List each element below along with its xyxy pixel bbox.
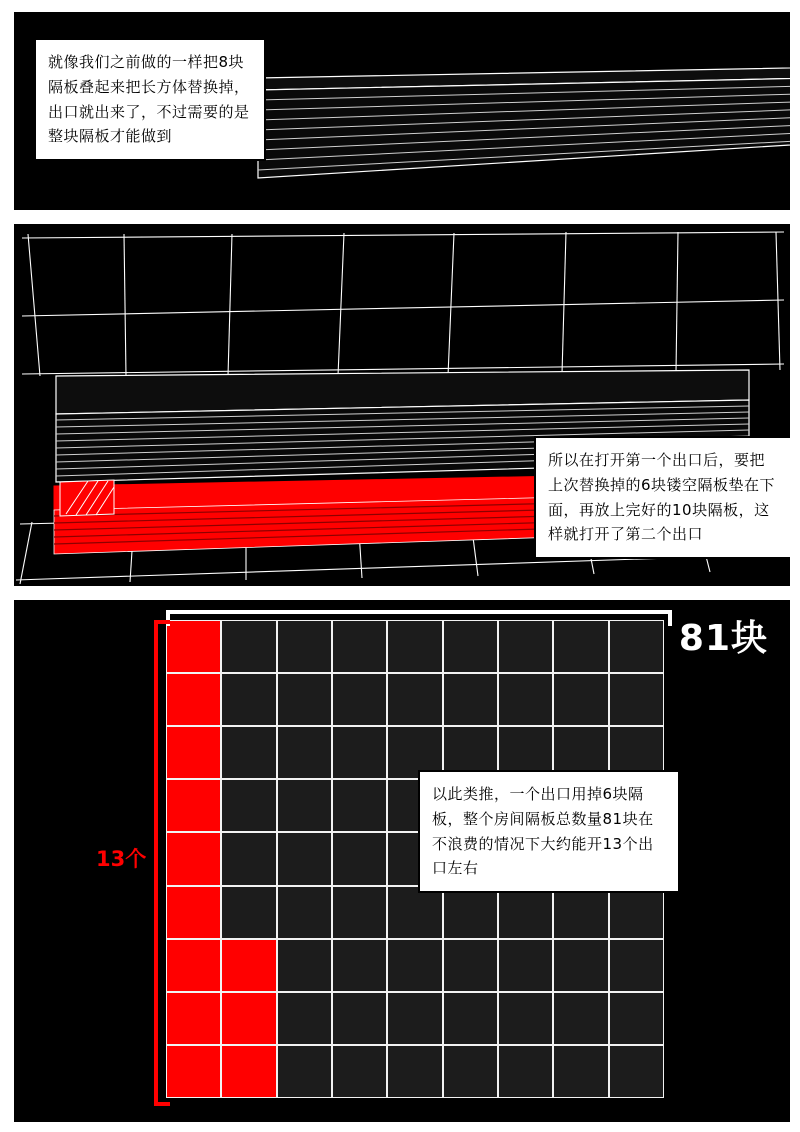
grid-cell bbox=[498, 886, 553, 939]
grid-cell bbox=[221, 726, 276, 779]
grid-cell-used bbox=[166, 726, 221, 779]
caption-panel-1: 就像我们之前做的一样把8块隔板叠起来把长方体替换掉，出口就出来了，不过需要的是整块隔板才能做到 bbox=[34, 38, 266, 161]
caption-panel-3: 以此类推，一个出口用掉6块隔板，整个房间隔板总数量81块在不浪费的情况下大约能开13个出口左右 bbox=[418, 770, 680, 893]
grid-cell bbox=[443, 886, 498, 939]
grid-cell-used bbox=[166, 992, 221, 1045]
grid-cell bbox=[609, 886, 664, 939]
grid-cell-used bbox=[166, 1045, 221, 1098]
grid-cell bbox=[498, 1045, 553, 1098]
grid-cell bbox=[277, 992, 332, 1045]
bracket-left bbox=[154, 620, 170, 1106]
grid-cell-used bbox=[221, 1045, 276, 1098]
grid-cell bbox=[277, 939, 332, 992]
grid-cell bbox=[553, 939, 608, 992]
grid-cell bbox=[277, 673, 332, 726]
grid-cell bbox=[332, 886, 387, 939]
grid-cell bbox=[221, 832, 276, 885]
grid-cell bbox=[332, 939, 387, 992]
grid-cell bbox=[387, 1045, 442, 1098]
grid-cell bbox=[387, 620, 442, 673]
grid-cell bbox=[609, 939, 664, 992]
grid-cell bbox=[553, 620, 608, 673]
grid-cell bbox=[498, 992, 553, 1045]
grid-cell-used bbox=[166, 886, 221, 939]
grid-cell bbox=[387, 673, 442, 726]
panel-room-second-exit bbox=[12, 222, 792, 588]
grid-cell bbox=[443, 1045, 498, 1098]
grid-cell bbox=[277, 726, 332, 779]
grid-cell bbox=[609, 673, 664, 726]
bracket-top bbox=[166, 610, 672, 626]
grid-cell bbox=[332, 779, 387, 832]
grid-cell bbox=[609, 1045, 664, 1098]
grid-cell-used bbox=[221, 992, 276, 1045]
grid-cell bbox=[277, 779, 332, 832]
grid-cell bbox=[609, 620, 664, 673]
grid-cell bbox=[221, 620, 276, 673]
grid-cell bbox=[609, 992, 664, 1045]
grid-cell bbox=[277, 620, 332, 673]
grid-cell bbox=[332, 1045, 387, 1098]
grid-cell bbox=[277, 886, 332, 939]
grid-cell bbox=[332, 620, 387, 673]
grid-cell bbox=[332, 992, 387, 1045]
grid-cell bbox=[553, 1045, 608, 1098]
grid-cell bbox=[498, 939, 553, 992]
grid-cell bbox=[443, 673, 498, 726]
label-exit-count: 13个 bbox=[96, 847, 147, 871]
grid-cell-used bbox=[166, 939, 221, 992]
grid-cell bbox=[553, 673, 608, 726]
grid-cell-used bbox=[221, 939, 276, 992]
caption-panel-2: 所以在打开第一个出口后，要把上次替换掉的6块镂空隔板垫在下面，再放上完好的10块隔板，这样就打开了第二个出口 bbox=[534, 436, 792, 559]
grid-cell bbox=[277, 1045, 332, 1098]
grid-cell bbox=[553, 886, 608, 939]
grid-cell bbox=[387, 886, 442, 939]
grid-cell bbox=[332, 726, 387, 779]
grid-cell bbox=[443, 992, 498, 1045]
grid-cell-used bbox=[166, 779, 221, 832]
grid-cell bbox=[332, 832, 387, 885]
grid-cell-used bbox=[166, 673, 221, 726]
grid-cell bbox=[387, 939, 442, 992]
grid-cell-used bbox=[166, 832, 221, 885]
grid-cell bbox=[498, 673, 553, 726]
grid-cell bbox=[553, 992, 608, 1045]
grid-cell bbox=[498, 620, 553, 673]
grid-cell bbox=[277, 832, 332, 885]
grid-cell bbox=[332, 673, 387, 726]
label-total-boards: 81块 bbox=[678, 618, 768, 659]
grid-cell bbox=[443, 620, 498, 673]
grid-cell bbox=[221, 673, 276, 726]
grid-cell bbox=[387, 992, 442, 1045]
grid-cell-used bbox=[166, 620, 221, 673]
panel-stacked-boards bbox=[12, 10, 792, 212]
grid-cell bbox=[221, 779, 276, 832]
grid-cell bbox=[221, 886, 276, 939]
grid-cell bbox=[443, 939, 498, 992]
